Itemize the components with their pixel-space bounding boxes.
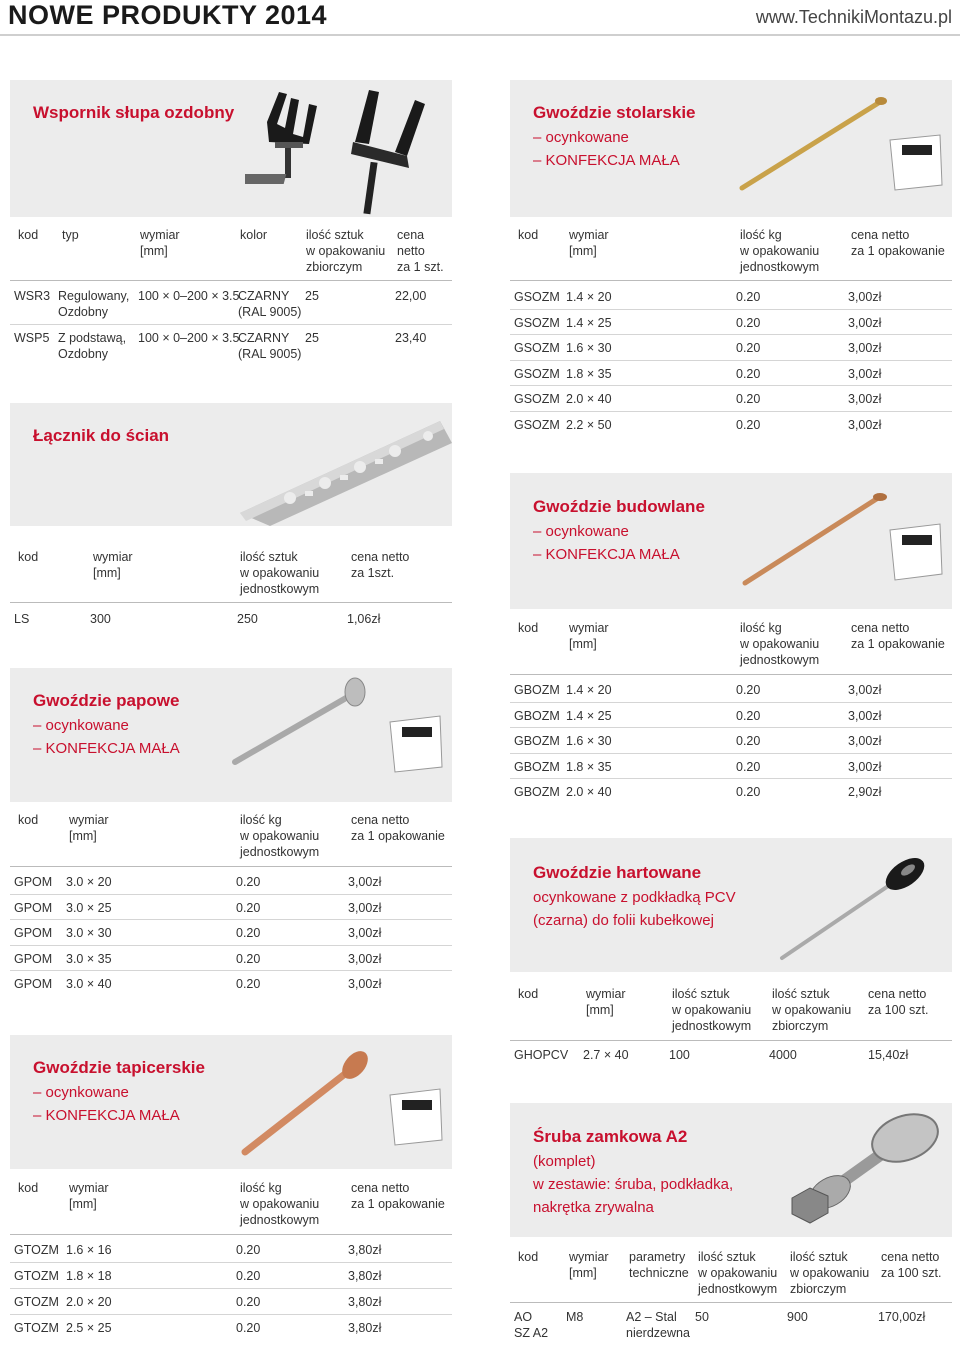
table-cell: 25 [305,331,319,345]
table-cell: GHOPCV [514,1048,569,1062]
budowlane-sub1: – ocynkowane [533,523,629,540]
table-cell: 0.20 [236,1321,261,1335]
wspornik-product-image [245,82,455,217]
page-title: NOWE PRODUKTY 2014 [8,0,328,30]
budowlane-col-cena: cena netto za 1 opakowanie [851,621,945,651]
hartowane-col-ilosc-zb: ilość sztuk w opakowaniu zbiorczym [772,987,852,1033]
papowe-sub2: – KONFEKCJA MAŁA [33,740,180,757]
table-cell: GPOM [14,875,53,889]
table-cell: 2.5 × 25 [66,1321,112,1335]
table-cell: GSOZM [514,341,560,355]
lacznik-col-ilosc: ilość sztuk w opakowaniu jednostkowym [240,550,320,596]
budowlane-sub2: – KONFEKCJA MAŁA [533,546,680,563]
table-cell: 0.20 [736,290,761,304]
row-divider [510,702,952,703]
sruba-product-image [770,1108,952,1233]
stolarskie-col-kod: kod [518,228,539,242]
hartowane-col-kod: kod [518,987,539,1001]
papowe-col-wymiar: wymiar [mm] [69,813,109,843]
table-cell: 3,00zł [348,951,382,966]
stolarskie-col-ilosc: ilość kg w opakowaniu jednostkowym [740,228,820,274]
table-cell: GBOZM [514,683,560,697]
header-divider [0,34,960,36]
table-cell: 3,80zł [348,1243,382,1257]
table-cell: GPOM [14,951,53,966]
sruba-title: Śruba zamkowa A2 [533,1127,688,1146]
row-divider [510,309,952,310]
stolarskie-sub1: – ocynkowane [533,129,629,146]
table-cell: CZARNY (RAL 9005) [238,289,302,319]
table-cell: GTOZM [14,1243,59,1257]
row-divider [10,1288,452,1289]
table-cell: 3,00zł [348,875,382,889]
row-divider [510,360,952,361]
table-cell: GBOZM [514,759,560,774]
table-cell: 0.20 [236,926,261,940]
table-cell: 0.20 [236,977,261,991]
row-divider [10,970,452,971]
table-cell: 0.20 [736,366,761,381]
sruba-col-cena: cena netto za 100 szt. [881,1250,942,1280]
lacznik-col-wymiar: wymiar [mm] [93,550,133,580]
sruba-col-ilosc-zb: ilość sztuk w opakowaniu zbiorczym [790,1250,870,1296]
table-cell: 1,06zł [347,612,381,626]
wspornik-col-kolor: kolor [240,228,268,242]
papowe-col-kod: kod [18,813,39,827]
row-divider [510,727,952,728]
wspornik-col-cena: cena netto za 1 szt. [397,228,444,274]
table-cell: 1.6 × 30 [566,341,612,355]
table-cell: 1.4 × 20 [566,683,612,697]
table-cell: 1.4 × 25 [566,315,612,330]
table-cell: 100 [669,1048,690,1062]
row-divider [10,894,452,895]
hartowane-sub1: ocynkowane z podkładką PCV [533,889,736,906]
table-cell: 2.0 × 20 [66,1295,112,1309]
table-cell: 1.6 × 30 [566,734,612,748]
table-cell: 3,00zł [348,926,382,940]
table-cell: 3,00zł [848,392,882,406]
table-cell: 3,00zł [348,900,382,915]
table-cell: 0.20 [736,734,761,748]
table-cell: 0.20 [236,1269,261,1283]
lacznik-col-cena: cena netto za 1szt. [351,550,410,580]
table-cell: WSP5 [14,331,50,345]
table-cell: 3,80zł [348,1295,382,1309]
budowlane-col-ilosc: ilość kg w opakowaniu jednostkowym [740,621,820,667]
tapicerskie-col-cena: cena netto za 1 opakowanie [351,1181,445,1211]
table-cell: 3,00zł [848,683,882,697]
table-cell: CZARNY (RAL 9005) [238,331,302,361]
stolarskie-col-cena: cena netto za 1 opakowanie [851,228,945,258]
table-cell: GBOZM [514,785,560,799]
table-cell: 0.20 [736,417,761,432]
stolarskie-product-image [720,90,950,210]
hartowane-col-ilosc-jedn: ilość sztuk w opakowaniu jednostkowym [672,987,752,1033]
table-cell: GPOM [14,926,53,940]
table-cell: 3,80zł [348,1269,382,1283]
table-cell: LS [14,612,30,626]
stolarskie-col-wymiar: wymiar [mm] [569,228,609,258]
table-cell: 0.20 [236,1243,261,1257]
table-cell: 300 [90,612,111,626]
table-cell: 0.20 [236,900,261,915]
papowe-title: Gwoździe papowe [33,691,180,710]
table-cell: GTOZM [14,1295,59,1309]
table-cell: 3,00zł [848,734,882,748]
table-cell: 0.20 [736,392,761,406]
row-divider [10,945,452,946]
hartowane-col-cena: cena netto za 100 szt. [868,987,929,1017]
table-cell: Regulowany, Ozdobny [58,289,130,319]
table-cell: 3.0 × 20 [66,875,112,889]
table-cell: 2.0 × 40 [566,785,612,799]
sruba-sub1: (komplet) [533,1153,596,1170]
row-divider [510,334,952,335]
site-url-link[interactable]: www.TechnikiMontazu.pl [755,7,952,27]
table-cell: GPOM [14,977,53,991]
table-cell: 3,80zł [348,1321,382,1335]
table-cell: 3,00zł [848,315,882,330]
budowlane-col-wymiar: wymiar [mm] [569,621,609,651]
table-cell: GSOZM [514,366,560,381]
stolarskie-title: Gwoździe stolarskie [533,103,696,122]
sruba-col-ilosc-jedn: ilość sztuk w opakowaniu jednostkowym [698,1250,778,1296]
lacznik-title: Łącznik do ścian [33,426,170,445]
hartowane-product-image [740,840,952,970]
table-cell: 0.20 [736,759,761,774]
table-cell: 22,00 [395,289,427,303]
table-cell: 3.0 × 25 [66,900,112,915]
tapicerskie-title: Gwoździe tapicerskie [33,1058,205,1077]
table-cell: 1.4 × 25 [566,708,612,723]
table-cell: 3.0 × 30 [66,926,112,940]
row-divider [510,778,952,779]
wspornik-title: Wspornik słupa ozdobny [33,103,235,122]
wspornik-col-wymiar: wymiar [mm] [140,228,180,258]
table-cell: M8 [566,1310,584,1324]
table-cell: Z podstawą, Ozdobny [58,331,127,361]
table-cell: 3,00zł [848,759,882,774]
table-cell: GPOM [14,900,53,915]
row-divider [10,1314,452,1315]
row-divider [510,753,952,754]
table-cell: 15,40zł [868,1048,909,1062]
table-cell: 3.0 × 35 [66,951,112,966]
papowe-product-image [225,672,452,792]
table-cell: 900 [787,1310,808,1324]
table-cell: GSOZM [514,315,560,330]
sruba-sub2: w zestawie: śruba, podkładka, [533,1176,734,1193]
stolarskie-sub2: – KONFEKCJA MAŁA [533,152,680,169]
table-cell: 100 × 0–200 × 3.5 [138,331,240,345]
tapicerskie-sub1: – ocynkowane [33,1084,129,1101]
table-cell: 0.20 [736,315,761,330]
table-cell: 2.2 × 50 [566,417,612,432]
table-cell: 100 × 0–200 × 3.5 [138,289,240,303]
row-divider [510,385,952,386]
table-cell: 1.8 × 18 [66,1269,112,1283]
table-cell: GBOZM [514,734,560,748]
table-cell: 170,00zł [878,1310,926,1324]
table-cell: 3.0 × 40 [66,977,112,991]
table-cell: GBOZM [514,708,560,723]
table-cell: 3,00zł [848,708,882,723]
table-cell: 250 [237,612,258,626]
papowe-col-ilosc: ilość kg w opakowaniu jednostkowym [240,813,320,859]
budowlane-title: Gwoździe budowlane [533,497,705,516]
table-cell: 50 [695,1310,709,1324]
lacznik-product-image [230,403,452,526]
table-cell: 0.20 [736,341,761,355]
table-cell: GSOZM [514,417,560,432]
table-cell: 3,00zł [848,417,882,432]
sruba-sub3: nakrętka zrywalna [533,1199,654,1216]
wspornik-col-kod: kod [18,228,39,242]
table-cell: 1.8 × 35 [566,759,612,774]
table-cell: GSOZM [514,392,560,406]
wspornik-col-typ: typ [62,228,79,242]
row-divider [10,919,452,920]
table-cell: GSOZM [514,290,560,304]
budowlane-col-kod: kod [518,621,539,635]
tapicerskie-col-wymiar: wymiar [mm] [69,1181,109,1211]
table-cell: 0.20 [236,951,261,966]
table-cell: 1.8 × 35 [566,366,612,381]
table-cell: GTOZM [14,1269,59,1283]
table-cell: 0.20 [236,875,261,889]
papowe-col-cena: cena netto za 1 opakowanie [351,813,445,843]
sruba-col-parametry: parametry techniczne [629,1250,689,1280]
table-cell: 2.0 × 40 [566,392,612,406]
sruba-col-kod: kod [518,1250,539,1264]
tapicerskie-col-kod: kod [18,1181,39,1195]
papowe-sub1: – ocynkowane [33,717,129,734]
table-cell: 3,00zł [348,977,382,991]
table-cell: 0.20 [736,708,761,723]
table-cell: 1.6 × 16 [66,1243,112,1257]
tapicerskie-col-ilosc: ilość kg w opakowaniu jednostkowym [240,1181,320,1227]
sruba-col-wymiar: wymiar [mm] [569,1250,609,1280]
tapicerskie-sub2: – KONFEKCJA MAŁA [33,1107,180,1124]
table-cell: 1.4 × 20 [566,290,612,304]
row-divider [10,1262,452,1263]
table-cell: 25 [305,289,319,303]
table-cell: WSR3 [14,289,51,303]
hartowane-sub2: (czarna) do folii kubełkowej [533,912,714,929]
table-cell: 3,00zł [848,341,882,355]
tapicerskie-product-image [225,1040,452,1165]
table-cell: 3,00zł [848,366,882,381]
lacznik-col-kod: kod [18,550,39,564]
hartowane-col-wymiar: wymiar [mm] [586,987,626,1017]
budowlane-product-image [730,488,952,604]
table-cell: 0.20 [736,785,761,799]
wspornik-col-ilosc: ilość sztuk w opakowaniu zbiorczym [306,228,386,274]
hartowane-title: Gwoździe hartowane [533,863,702,882]
table-cell: 3,00zł [848,290,882,304]
table-cell: AO SZ A2 [514,1310,549,1340]
table-cell: 2,90zł [848,785,882,799]
table-cell: 0.20 [736,683,761,697]
table-cell: 2.7 × 40 [583,1048,629,1062]
table-cell: A2 – Stal nierdzewna [626,1310,690,1340]
table-cell: 0.20 [236,1295,261,1309]
row-divider [510,411,952,412]
table-cell: 23,40 [395,331,427,345]
table-cell: 4000 [769,1048,797,1062]
table-cell: GTOZM [14,1321,59,1335]
